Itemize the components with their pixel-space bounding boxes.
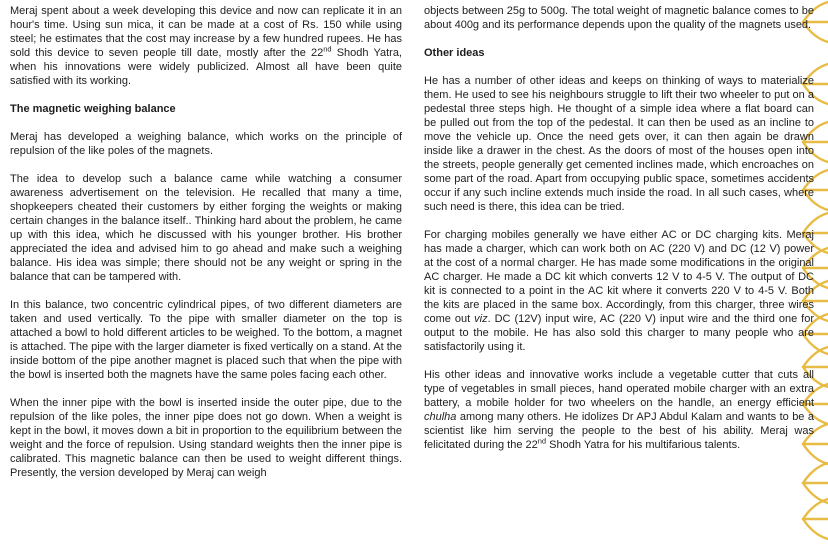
- ordinal-superscript: nd: [323, 44, 332, 54]
- paragraph-other-innovations: [424, 368, 814, 452]
- paragraph-balance-idea: The idea to develop such a balance came while watching a consumer awareness advertisement on the television. He recalled that many a time, shopkeepers cheated their customers by either forging the weights or making certain changes in the balance itself.. Thinking hard about the problem, he came up with this idea, which he discussed with his younger brother. His brother appreciated the idea and advised him to go ahead and make such a weighing balance. His idea was simple; there should not be any weight or spring in the balance that can be tampered with.: [10, 173, 402, 283]
- italic-term: chulha: [424, 411, 457, 423]
- paragraph-text: His other ideas and innovative works include a vegetable cutter that cuts all type of vegetables in small pieces, hand operated mobile charger with an extra battery, a mobile holder for two wheelers on the handle, an energy efficient: [424, 369, 814, 409]
- paragraph-text: . DC (12V) input wire, AC (220 V) input wire and the third one for output to the mobile. He has also sold this charger to many people who are satisfactorily using it.: [424, 313, 814, 353]
- paragraph-text: Meraj spent about a week developing this device and now can replicate it in an hour's time. Using sun mica, it can be made at a cost of Rs. 150 while using steel; he estimates that the cost may increase by a few hundred rupees. He has sold this device to seven people till date, mostly after the 22: [10, 5, 402, 59]
- paragraph-balance-capacity: objects between 25g to 500g. The total weight of magnetic balance comes to be about 400g and its performance depends upon the quality of the magnets used.: [424, 5, 814, 31]
- left-column: [10, 4, 402, 480]
- branch-ornament-icon: [800, 497, 828, 541]
- paragraph-balance-construction: In this balance, two concentric cylindrical pipes, of two different diameters are taken and used vertically. To the pipe with smaller diameter on the top is attached a bowl to hold different articles to be weighed. To the bottom, a magnet is attached. The pipe with the larger diameter is fixed vertically on a stand. At the inside bottom of the pipe another magnet is placed such that when the pipe with the bowl is inserted both the magnets have the same poles facing each other.: [10, 299, 402, 381]
- paragraph-text: For charging mobiles generally we have either AC or DC charging kits. Meraj has made a charger, which can work both on AC (220 V) and DC (12 V) power at the cost of a normal charger. He has made some modifications in the original AC charger. He made a DC kit which converts 12 V to 4-5 V. The output of DC kit is connected to a point in the AC kit where it converts 220 V to 4-5 V. Both the kits are placed in the same box. Accordingly, from this charger, three wires come out: [424, 229, 814, 325]
- ordinal-superscript: nd: [537, 436, 547, 446]
- paragraph-text: Shodh Yatra, when his innovations were widely publicized. Almost all have been quite satisfied with its working.: [10, 47, 402, 87]
- paragraph-pedestal-incline: He has a number of other ideas and keeps on thinking of ways to materialize them. He used to see his neighbours struggle to lift their two wheeler to put on a pedestal three steps high. He thought of a simple idea where a flat board can be pulled out from the top of the pedestal. It can then be used as an incline to move the vehicle up. Once the need gets over, it can then again be drawn inside like a drawer in the chest. As the doors of most of the houses open into the streets, people generally get cemented inclines made, which encroaches on some part of the road. Apart from occupying public space, sometimes accidents occur if any such incline extends much inside the road. In all such cases, where such need is there, this idea can be tried.: [424, 75, 814, 213]
- paragraph-balance-principle: Meraj has developed a weighing balance, which works on the principle of repulsion of the like poles of the magnets.: [10, 131, 402, 157]
- paragraph-text: Shodh Yatra for his multifarious talents.: [546, 439, 741, 451]
- section-heading-other-ideas: Other ideas: [424, 47, 485, 59]
- italic-term: viz: [474, 313, 488, 325]
- paragraph-mobile-charger: [424, 228, 814, 354]
- paragraph-balance-working: When the inner pipe with the bowl is inserted inside the outer pipe, due to the repulsion of the like poles, the inner pipe does not go down. When a weight is kept in the bowl, it moves down a bit in proportion to the equilibrium between the weight and the force of repulsion. Using standard weights then the inner pipe is calibrated. This magnetic balance can then be used to weight different things. Presently, the version developed by Meraj can weigh: [10, 397, 402, 479]
- branch-ornament-icon: [800, 461, 828, 505]
- right-column: [424, 4, 814, 452]
- paragraph-text: among many others. He idolizes Dr APJ Abdul Kalam and wants to be a scientist like him serving the people to the best of his ability. Meraj was felicitated during the 22: [424, 411, 814, 451]
- section-heading-magnetic-weighing-balance: The magnetic weighing balance: [10, 103, 176, 115]
- paragraph-device-cost: [10, 4, 402, 88]
